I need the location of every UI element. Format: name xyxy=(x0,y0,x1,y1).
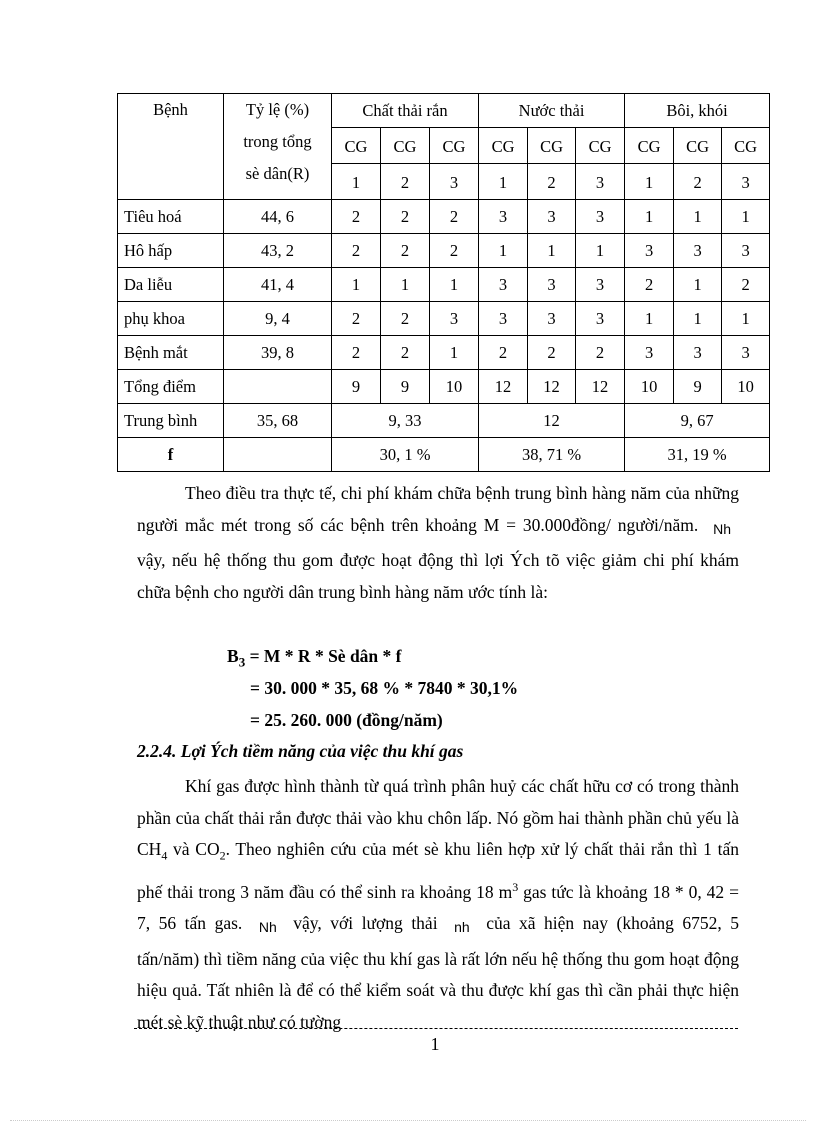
header-cg-label: CG xyxy=(332,128,381,164)
table-row xyxy=(118,302,770,336)
row-score: 3 xyxy=(528,268,576,302)
row-rate: 43, 2 xyxy=(224,234,332,268)
formula-line-2: = 30. 000 * 35, 68 % * 7840 * 30,1% xyxy=(250,678,519,698)
row-score: 2 xyxy=(332,336,381,370)
f-row xyxy=(118,438,770,472)
header-cg-number: 3 xyxy=(722,164,770,200)
row-score: 3 xyxy=(625,234,674,268)
row-score: 3 xyxy=(479,268,528,302)
header-cg-number: 3 xyxy=(576,164,625,200)
header-cg-number: 2 xyxy=(528,164,576,200)
row-score: 2 xyxy=(528,336,576,370)
header-cg-label: CG xyxy=(625,128,674,164)
header-cg-label: CG xyxy=(528,128,576,164)
row-score: 1 xyxy=(722,200,770,234)
header-group-dust-smoke: Bôi, khói xyxy=(625,94,770,128)
row-score: 2 xyxy=(722,268,770,302)
row-score: 2 xyxy=(430,200,479,234)
f-rate xyxy=(224,438,332,472)
row-score: 1 xyxy=(430,268,479,302)
header-rate: Tỷ lệ (%) trong tổng sè dân(R) xyxy=(224,94,332,200)
average-row xyxy=(118,404,770,438)
total-score: 10 xyxy=(430,370,479,404)
row-score: 3 xyxy=(576,200,625,234)
row-score: 2 xyxy=(381,200,430,234)
row-score: 3 xyxy=(625,336,674,370)
header-cg-number: 3 xyxy=(430,164,479,200)
row-score: 1 xyxy=(722,302,770,336)
page-number: 1 xyxy=(430,1034,440,1054)
row-score: 2 xyxy=(381,336,430,370)
row-score: 2 xyxy=(332,200,381,234)
row-score: 3 xyxy=(674,234,722,268)
total-score: 12 xyxy=(576,370,625,404)
row-score: 1 xyxy=(674,200,722,234)
row-score: 1 xyxy=(430,336,479,370)
row-disease-name: Hô hấp xyxy=(118,234,224,268)
header-cg-label: CG xyxy=(674,128,722,164)
table-row xyxy=(118,234,770,268)
header-cg-number: 1 xyxy=(625,164,674,200)
header-cg-number: 2 xyxy=(674,164,722,200)
average-rate: 35, 68 xyxy=(224,404,332,438)
formula-line-3: = 25. 260. 000 (đồng/năm) xyxy=(250,710,443,730)
row-score: 2 xyxy=(332,302,381,336)
total-label: Tổng điểm xyxy=(118,370,224,404)
f-group-value: 30, 1 % xyxy=(332,438,479,472)
row-score: 1 xyxy=(332,268,381,302)
total-score: 9 xyxy=(674,370,722,404)
total-score: 10 xyxy=(625,370,674,404)
header-cg-label: CG xyxy=(576,128,625,164)
row-score: 3 xyxy=(479,200,528,234)
row-score: 3 xyxy=(528,302,576,336)
average-group-value: 12 xyxy=(479,404,625,438)
average-group-value: 9, 33 xyxy=(332,404,479,438)
f-group-value: 38, 71 % xyxy=(479,438,625,472)
row-score: 3 xyxy=(576,302,625,336)
table-row xyxy=(118,268,770,302)
header-cg-label: CG xyxy=(430,128,479,164)
row-score: 3 xyxy=(674,336,722,370)
row-score: 3 xyxy=(479,302,528,336)
header-cg-label: CG xyxy=(722,128,770,164)
row-score: 2 xyxy=(430,234,479,268)
header-cg-number: 2 xyxy=(381,164,430,200)
total-score: 9 xyxy=(381,370,430,404)
f-group-value: 31, 19 % xyxy=(625,438,770,472)
row-disease-name: phụ khoa xyxy=(118,302,224,336)
row-score: 1 xyxy=(528,234,576,268)
header-group-wastewater: Nước thải xyxy=(479,94,625,128)
total-score: 12 xyxy=(528,370,576,404)
row-score: 3 xyxy=(576,268,625,302)
header-cg-label: CG xyxy=(381,128,430,164)
average-label: Trung bình xyxy=(118,404,224,438)
row-rate: 44, 6 xyxy=(224,200,332,234)
row-score: 2 xyxy=(576,336,625,370)
paragraph-cost: Theo điều tra thực tế, chi phí khám chữa bệnh trung bình hàng năm của những người mắc mét trong số các bệnh trên khoảng M = 30.000đồng/ người/năm. Nh vậy, nếu hệ thống thu gom được hoạt động thì lợi Ých tõ việc giảm chi phí khám chữa bệnh cho người dân trung bình hàng năm ước tính là: xyxy=(137,483,739,602)
header-disease: Bệnh xyxy=(118,94,224,200)
row-score: 1 xyxy=(625,302,674,336)
header-cg-label: CG xyxy=(479,128,528,164)
row-score: 2 xyxy=(625,268,674,302)
row-score: 2 xyxy=(381,234,430,268)
row-score: 1 xyxy=(381,268,430,302)
total-score: 12 xyxy=(479,370,528,404)
footer-divider xyxy=(134,1028,738,1029)
row-disease-name: Tiêu hoá xyxy=(118,200,224,234)
total-score: 9 xyxy=(332,370,381,404)
row-score: 2 xyxy=(479,336,528,370)
row-score: 3 xyxy=(528,200,576,234)
row-disease-name: Bệnh mắt xyxy=(118,336,224,370)
page-edge-line xyxy=(10,1120,806,1121)
header-cg-number: 1 xyxy=(332,164,381,200)
table-row xyxy=(118,336,770,370)
total-rate xyxy=(224,370,332,404)
row-score: 3 xyxy=(430,302,479,336)
row-score: 1 xyxy=(576,234,625,268)
row-rate: 41, 4 xyxy=(224,268,332,302)
row-score: 1 xyxy=(674,302,722,336)
header-group-solid-waste: Chất thải rắn xyxy=(332,94,479,128)
total-row xyxy=(118,370,770,404)
row-score: 2 xyxy=(332,234,381,268)
formula-line-1: $B_3 = M * R$ * Sè dân * f xyxy=(227,646,402,670)
row-score: 1 xyxy=(674,268,722,302)
section-heading: 2.2.4. Lợi Ých tiềm năng của việc thu khí gas xyxy=(137,741,464,761)
row-score: 1 xyxy=(479,234,528,268)
disease-score-table xyxy=(117,93,770,472)
paragraph-gas: Khí gas được hình thành từ quá trình phân huỷ các chất hữu cơ có trong thành phần của chất thải rắn được thải vào khu chôn lấp. Nó gồm hai thành phần chủ yếu là $CH_4$ và $CO_2$. Theo nghiên cứu của mét sè khu liên hợp xử lý chất thải rắn thì 1 tấn phế thải trong 3 năm đầu có thể sinh ra khoảng 18 $m^3$ gas tức là khoảng 18 * 0, 42 = 7, 56 tấn gas. Nh vậy, với lượng thải nh của xã hiện nay (khoảng 6752, 5 tấn/năm) thì tiềm năng của việc thu khí gas là rất lớn nếu hệ thống thu gom hoạt động hiệu quả. Tất nhiên là để có thể kiểm soát và thu được khí gas thì cần phải thực hiện mét sè kỹ thuật như có tường xyxy=(137,776,740,1032)
f-label: f xyxy=(118,438,224,472)
header-cg-number: 1 xyxy=(479,164,528,200)
row-score: 3 xyxy=(722,336,770,370)
table-row xyxy=(118,200,770,234)
row-rate: 39, 8 xyxy=(224,336,332,370)
row-disease-name: Da liễu xyxy=(118,268,224,302)
row-rate: 9, 4 xyxy=(224,302,332,336)
row-score: 1 xyxy=(625,200,674,234)
average-group-value: 9, 67 xyxy=(625,404,770,438)
row-score: 3 xyxy=(722,234,770,268)
row-score: 2 xyxy=(381,302,430,336)
total-score: 10 xyxy=(722,370,770,404)
